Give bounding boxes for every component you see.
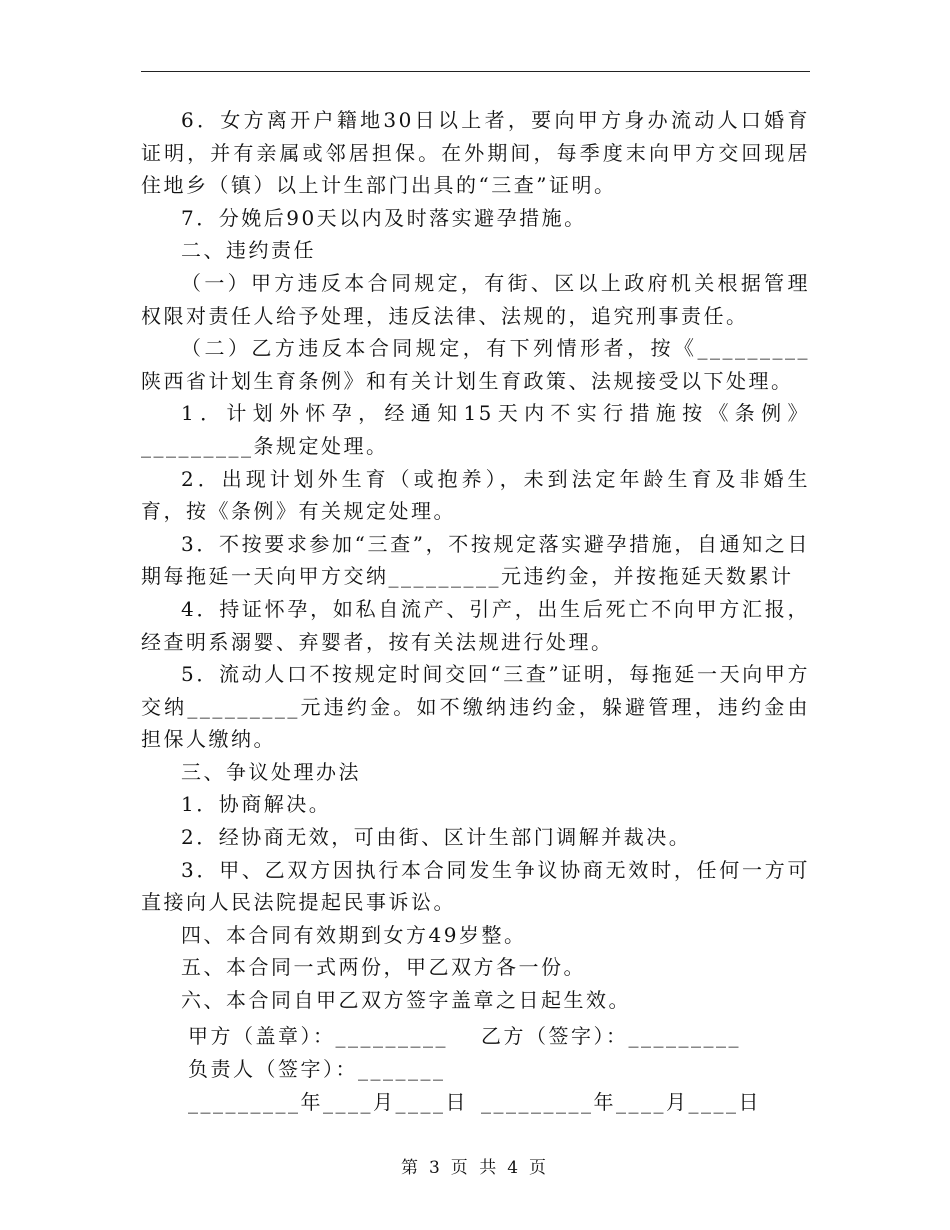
breach-party-b: （二）乙方违反本合同规定，有下列情形者，按《_________陕西省计划生育条例》和有关计划生育政策、法规接受以下处理。 <box>141 336 810 393</box>
current-page-number: 3 <box>428 1158 443 1178</box>
clause-6: 6．女方离开户籍地30日以上者，要向甲方身办流动人口婚育证明，并有亲属或邻居担保。在外期间，每季度末向甲方交回现居住地乡（镇）以上计生部门出具的“三查”证明。 <box>141 108 810 198</box>
breach-item-5: 5．流动人口不按规定时间交回“三查”证明，每拖延一天向甲方交纳_________元违约金。如不缴纳违约金，躲避管理，违约金由担保人缴纳。 <box>141 662 810 752</box>
party-a-date-field: _________年____月____日 <box>188 1090 468 1114</box>
page-number-footer <box>0 1153 950 1178</box>
section-heading-breach: 二、违约责任 <box>181 238 316 263</box>
breach-item-4: 4．持证怀孕，如私自流产、引产，出生后死亡不向甲方汇报，经查明系溺婴、弃婴者，按有关法规进行处理。 <box>141 596 810 654</box>
breach-item-2: 2．出现计划外生育（或抱养），未到法定年龄生育及非婚生育，按《条例》有关规定处理。 <box>141 466 810 524</box>
footer-middle: 页 共 <box>450 1158 500 1178</box>
section-copies: 五、本合同一式两份，甲乙双方各一份。 <box>181 955 586 980</box>
party-b-sign-field: 乙方（签字）：_________ <box>481 1024 741 1048</box>
party-a-seal-field: 甲方（盖章）：_________ <box>188 1024 448 1048</box>
contract-body <box>141 104 810 1017</box>
total-pages-number: 4 <box>507 1158 522 1178</box>
responsible-person-sign-field: 负责人（签字）：_______ <box>188 1057 446 1081</box>
breach-item-1: 1．计划外怀孕，经通知15天内不实行措施按《条例》_________条规定处理。 <box>141 401 810 458</box>
dispute-item-2: 2．经协商无效，可由街、区计生部门调解并裁决。 <box>181 825 692 850</box>
dispute-item-1: 1．协商解决。 <box>181 792 332 817</box>
clause-7: 7．分娩后90天以内及时落实避孕措施。 <box>181 205 587 230</box>
section-validity: 四、本合同有效期到女方49岁整。 <box>181 922 527 947</box>
footer-suffix: 页 <box>529 1158 550 1178</box>
section-effective: 六、本合同自甲乙双方签字盖章之日起生效。 <box>181 988 631 1013</box>
dispute-item-3: 3．甲、乙双方因执行本合同发生争议协商无效时，任何一方可直接向人民法院提起民事诉讼。 <box>141 857 810 915</box>
footer-prefix: 第 <box>400 1158 421 1178</box>
party-b-date-field: _________年____月____日 <box>481 1090 761 1114</box>
signature-row-parties <box>141 1020 810 1052</box>
section-heading-dispute: 三、争议处理办法 <box>181 759 361 784</box>
signature-row-responsible <box>141 1053 810 1085</box>
breach-item-3: 3．不按要求参加“三查”，不按规定落实避孕措施，自通知之日期每拖延一天向甲方交纳_________元违约金，并按拖延天数累计 <box>141 531 810 589</box>
breach-party-a: （一）甲方违反本合同规定，有街、区以上政府机关根据管理权限对责任人给予处理，违反法律、法规的，追究刑事责任。 <box>141 270 810 328</box>
header-rule <box>141 71 810 72</box>
signature-row-dates <box>141 1086 810 1118</box>
